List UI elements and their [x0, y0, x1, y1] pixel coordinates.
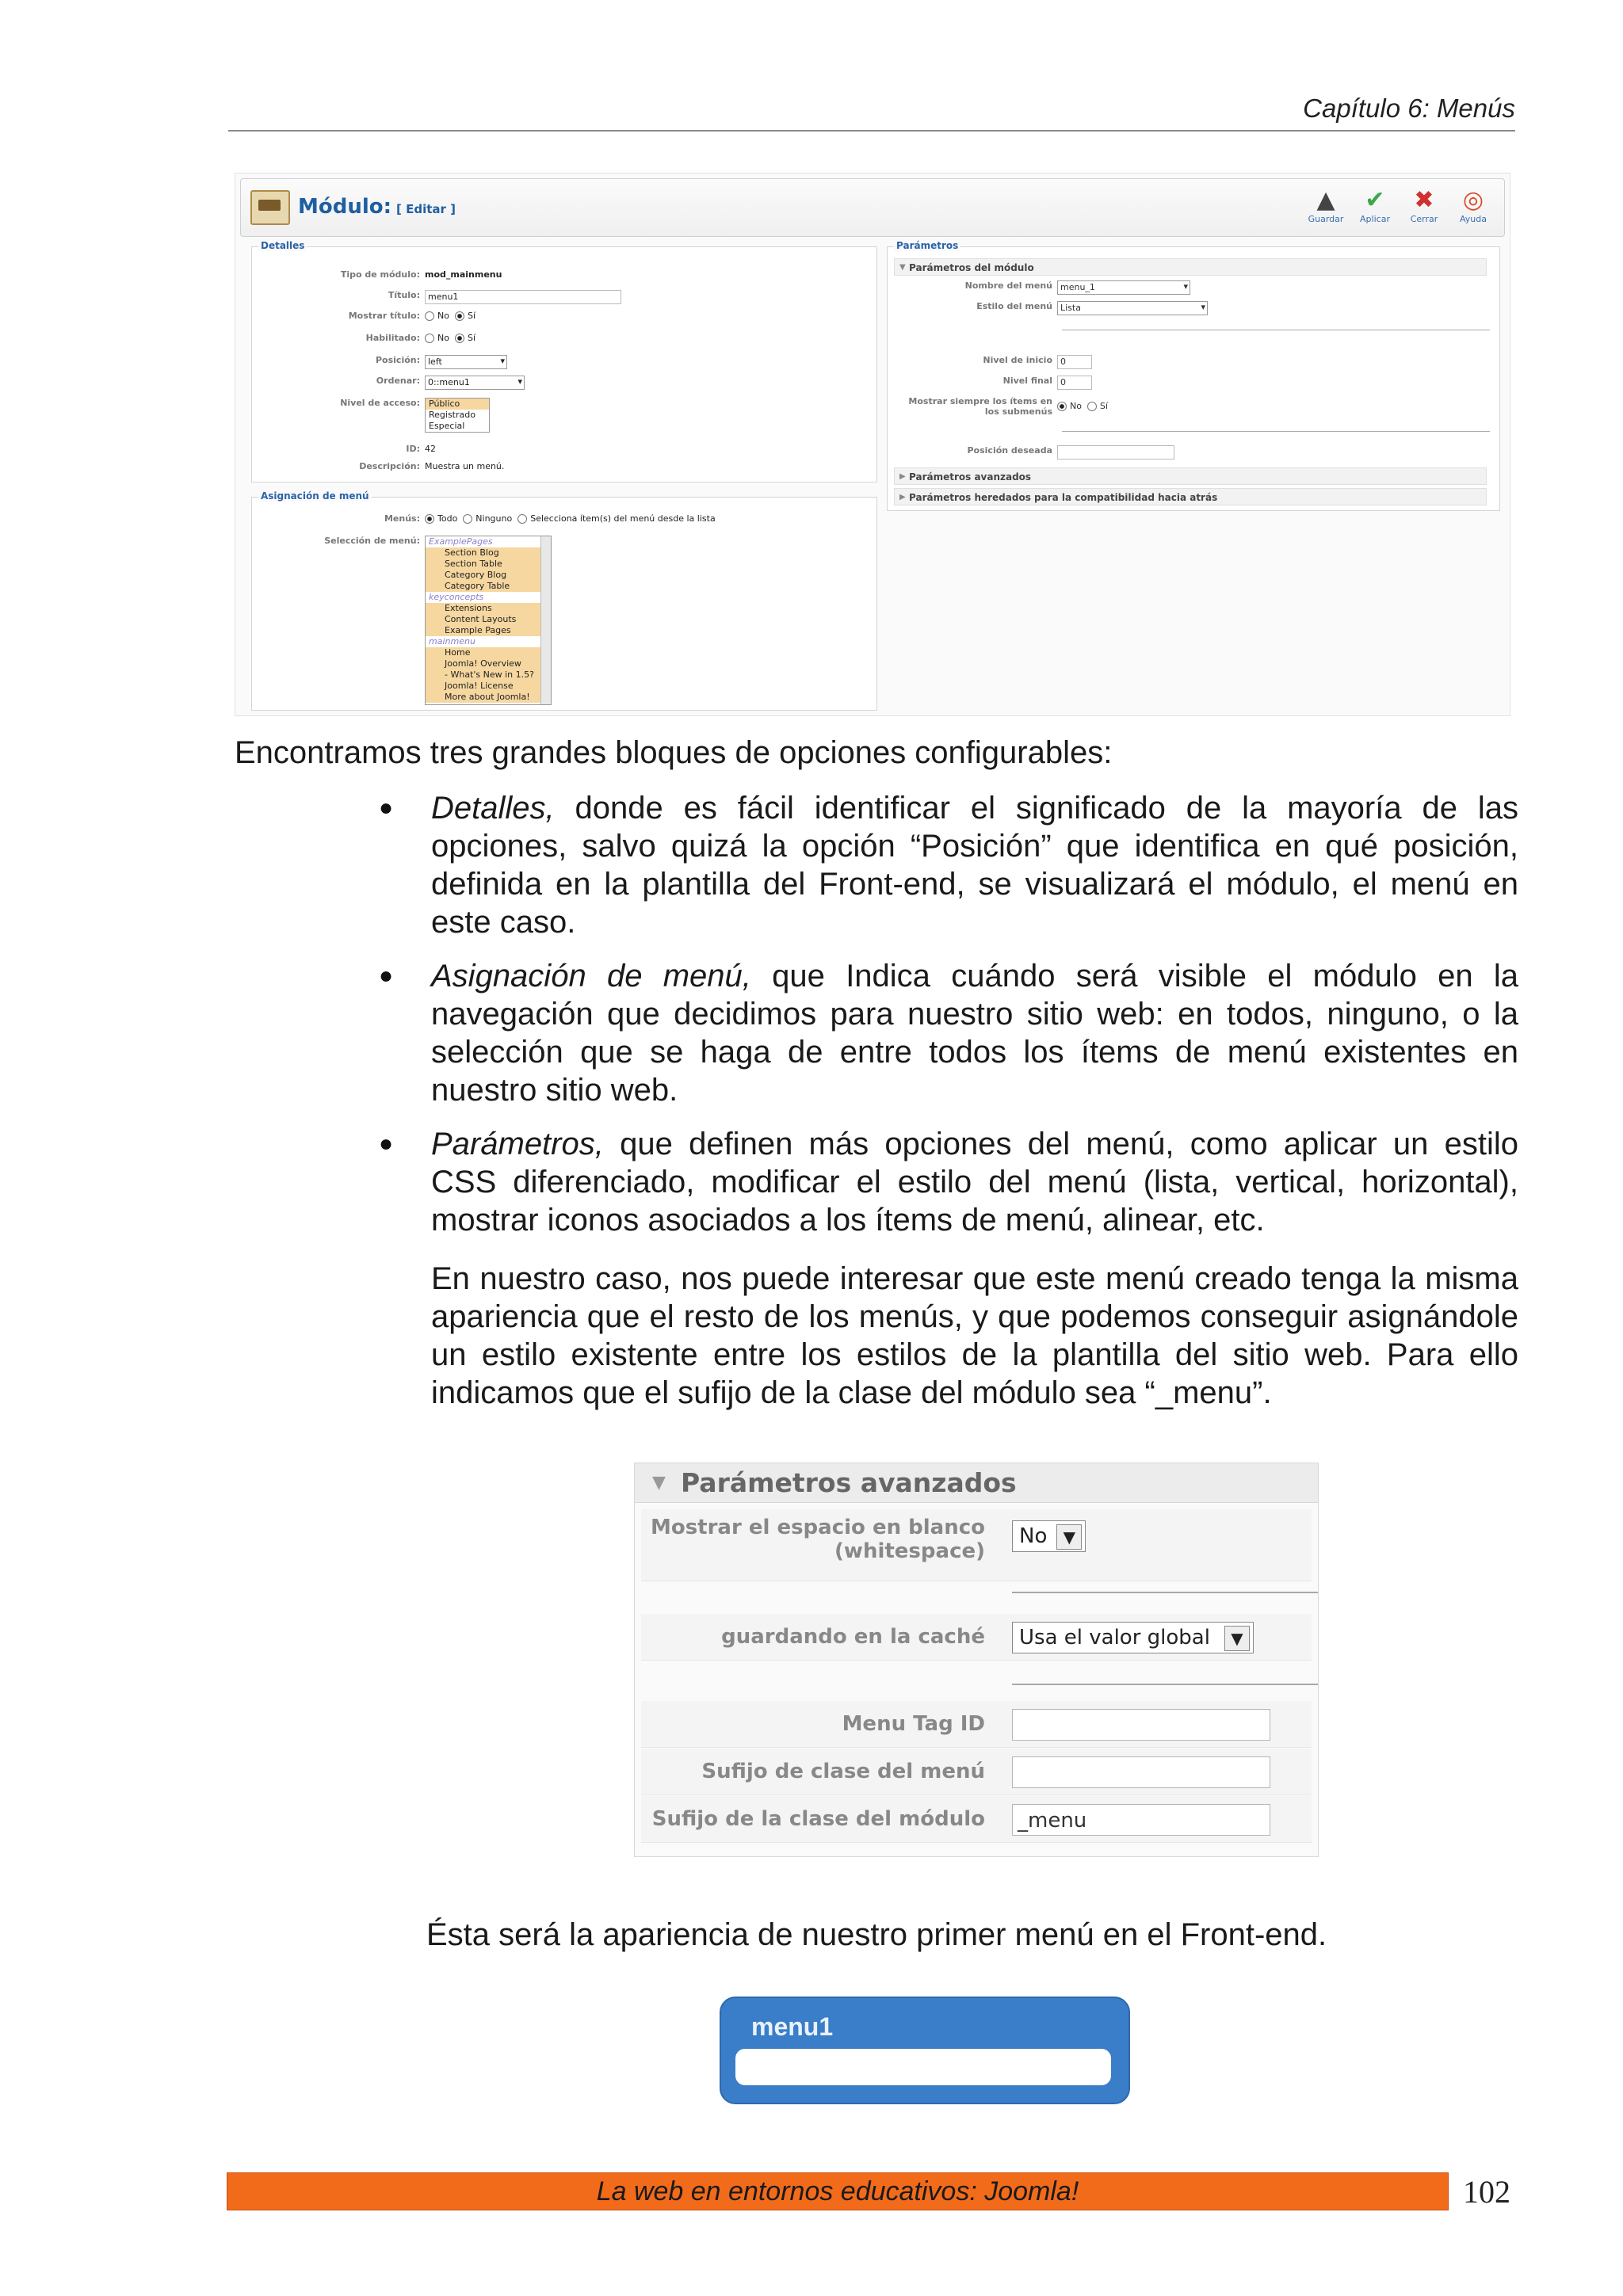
description-value: Muestra un menú.	[425, 461, 505, 471]
menu-item-option[interactable]: Home	[426, 647, 551, 658]
listbox-scrollbar[interactable]	[540, 536, 551, 704]
save-button[interactable]	[1303, 187, 1349, 230]
page-number: 102	[1463, 2174, 1510, 2210]
page-header	[228, 93, 1515, 132]
help-button-label: Ayuda	[1460, 214, 1487, 224]
collapsed-triangle-icon: ▶	[899, 493, 906, 502]
bullet-icon: ●	[379, 1131, 394, 1157]
help-button[interactable]	[1450, 187, 1496, 230]
menu-assignment-legend: Asignación de menú	[258, 490, 372, 502]
menu-preview-body	[735, 2049, 1111, 2085]
bullet-icon: ●	[379, 795, 394, 821]
adv-row-whitespace	[641, 1509, 1312, 1581]
field-id	[252, 444, 876, 463]
menus-label: Menús:	[384, 513, 420, 524]
always-show-label: Mostrar siempre los ítems en los submenús	[908, 396, 1052, 417]
expanded-triangle-icon: ▼	[899, 263, 906, 272]
module-class-suffix-input[interactable]: _menu	[1012, 1804, 1270, 1836]
access-option[interactable]: Público	[426, 399, 489, 410]
title-input[interactable]: menu1	[425, 290, 621, 304]
show-title-no-radio[interactable]	[425, 311, 434, 321]
bullet-details-term: Detalles,	[431, 791, 555, 826]
close-button-label: Cerrar	[1410, 214, 1438, 224]
menu-item-option[interactable]: More about Joomla!	[426, 692, 551, 703]
access-option[interactable]: Registrado	[429, 410, 475, 420]
menus-all-label: Todo	[437, 513, 458, 524]
menus-none-label: Ninguno	[475, 513, 513, 524]
always-show-no-label: No	[1070, 401, 1082, 411]
bullet-parameters-text: que definen más opciones del menú, como aplicar un estilo CSS diferenciado, modificar el estilo del menú (lista, vertical, horizontal), mostrar iconos asociados a los ítems de menú, alinear, etc.	[431, 1127, 1518, 1238]
bullet-parameters	[431, 1125, 1518, 1239]
module-class-suffix-label: Sufijo de la clase del módulo	[651, 1807, 985, 1831]
whitespace-label-line1: Mostrar el espacio en blanco	[650, 1516, 985, 1539]
module-params-header[interactable]	[894, 258, 1487, 276]
start-level-label: Nivel de inicio	[983, 355, 1052, 365]
menu-item-option[interactable]: Example Pages	[426, 625, 551, 636]
menu-item-option[interactable]: Extensions	[426, 603, 551, 614]
details-fieldset	[251, 240, 877, 482]
always-show-yes-radio[interactable]	[1087, 402, 1097, 411]
advanced-params-heading[interactable]	[635, 1463, 1318, 1503]
module-params-title: Parámetros del módulo	[909, 262, 1034, 273]
dropdown-arrow-icon: ▼	[1056, 1524, 1082, 1550]
field-title	[252, 290, 876, 309]
footer-bar	[227, 2172, 1449, 2210]
menu-name-label: Nombre del menú	[964, 280, 1052, 291]
menu-group-label: keyconcepts	[429, 592, 484, 602]
start-level-input[interactable]: 0	[1057, 355, 1092, 369]
advanced-params-screenshot	[634, 1463, 1319, 1857]
position-select[interactable]: left ▾	[425, 355, 507, 369]
adv-row-tag-id	[641, 1701, 1312, 1748]
bullet-parameters-term: Parámetros,	[431, 1127, 604, 1161]
module-edit-screenshot	[235, 173, 1510, 716]
details-legend: Detalles	[258, 240, 307, 251]
field-menus	[252, 513, 876, 532]
param-menu-name	[888, 280, 1499, 299]
menu-group-label: mainmenu	[429, 636, 475, 646]
module-edit-tag: [ Editar ]	[396, 202, 456, 216]
param-start-level	[888, 355, 1499, 374]
field-description	[252, 461, 876, 480]
menu-style-label: Estilo del menú	[976, 301, 1052, 311]
description-label: Descripción:	[359, 461, 420, 471]
menu-selection-label: Selección de menú:	[324, 536, 420, 546]
id-value: 42	[425, 444, 436, 454]
case-paragraph: En nuestro caso, nos puede interesar que este menú creado tenga la misma apariencia que el resto de los menús, y que podemos conseguir asignándole un estilo existente entre los estilos de la plantilla del sitio web. Para ello indicamos que el sufijo de la clase del módulo sea “_menu”.	[431, 1261, 1518, 1410]
field-show-title	[252, 311, 876, 330]
whitespace-select[interactable]	[1012, 1520, 1086, 1552]
enabled-yes-radio[interactable]	[455, 334, 464, 343]
module-type-value: mod_mainmenu	[425, 269, 502, 280]
menus-all-radio[interactable]	[425, 514, 434, 524]
menus-select-radio[interactable]	[517, 514, 527, 524]
param-menu-style	[888, 301, 1499, 320]
param-divider	[1062, 431, 1490, 432]
menu-item-option[interactable]: Category Blog	[426, 570, 551, 581]
module-type-label: Tipo de módulo:	[340, 269, 420, 280]
access-option[interactable]: Especial	[429, 421, 465, 431]
intro-paragraph: Encontramos tres grandes bloques de opciones configurables:	[235, 735, 1113, 770]
field-order	[252, 376, 876, 395]
whitespace-select-value: No	[1019, 1524, 1048, 1548]
parameters-fieldset	[887, 240, 1500, 511]
whitespace-label-line2: (whitespace)	[834, 1539, 985, 1563]
access-label: Nivel de acceso:	[340, 398, 420, 408]
legacy-params-header[interactable]	[894, 488, 1487, 505]
apply-button-label: Aplicar	[1360, 214, 1390, 224]
desired-position-label: Posición deseada	[967, 445, 1052, 456]
param-always-show	[888, 396, 1499, 423]
enabled-no-radio[interactable]	[425, 334, 434, 343]
menu-class-suffix-input[interactable]	[1012, 1756, 1270, 1788]
access-listbox[interactable]	[425, 398, 490, 433]
field-module-type	[252, 269, 876, 288]
menu-item-option[interactable]: Joomla! License	[426, 681, 551, 692]
bullet-assignment-text: que Indica cuándo será visible el módulo en la navegación que decidimos para nuestro sitio web: en todos, ninguno, o la selección que se haga de entre todos los ítems de menú existentes en nuestro sitio web.	[431, 959, 1519, 1108]
title-label: Título:	[388, 290, 420, 300]
expanded-triangle-icon: ▼	[652, 1473, 666, 1493]
always-show-no-radio[interactable]	[1057, 402, 1067, 411]
close-button[interactable]	[1401, 187, 1447, 230]
menu-tag-id-input[interactable]	[1012, 1709, 1270, 1741]
show-title-no-label: No	[437, 311, 449, 321]
apply-button[interactable]	[1352, 187, 1398, 230]
cache-select-value: Usa el valor global	[1019, 1626, 1210, 1650]
field-enabled	[252, 333, 876, 352]
close-icon: ✖	[1414, 186, 1434, 214]
advanced-params-title: Parámetros avanzados	[909, 471, 1032, 482]
cache-label: guardando en la caché	[721, 1625, 985, 1649]
menu-item-option[interactable]: Category Table	[426, 581, 551, 592]
adv-row-menu-suffix	[641, 1749, 1312, 1795]
enabled-no-label: No	[437, 333, 449, 343]
desired-position-input[interactable]	[1057, 445, 1174, 460]
menu-preview-title: menu1	[751, 2012, 834, 2041]
help-icon: ◎	[1462, 186, 1484, 214]
bullet-details	[431, 789, 1518, 941]
parameters-legend: Parámetros	[894, 240, 960, 251]
bullet-icon: ●	[379, 963, 394, 989]
end-level-label: Nivel final	[1002, 376, 1052, 386]
param-end-level	[888, 376, 1499, 395]
position-label: Posición:	[375, 355, 420, 365]
module-title-text: Módulo:	[298, 195, 392, 219]
order-select[interactable]: 0::menu1 ▾	[425, 376, 525, 390]
menu-item-option[interactable]: Joomla! Overview	[426, 658, 551, 669]
menus-select-label: Selecciona ítem(s) del menú desde la lista	[530, 513, 716, 524]
module-toolbar	[240, 178, 1505, 237]
order-label: Ordenar:	[376, 376, 420, 386]
menu-selection-listbox[interactable]	[425, 536, 552, 705]
menus-none-radio[interactable]	[463, 514, 472, 524]
legacy-params-title: Parámetros heredados para la compatibilidad hacia atrás	[909, 492, 1218, 503]
menu-item-option[interactable]: Content Layouts	[426, 614, 551, 625]
advanced-params-header[interactable]	[894, 467, 1487, 485]
adv-row-cache	[641, 1614, 1312, 1661]
cache-select[interactable]	[1012, 1622, 1254, 1653]
show-title-yes-radio[interactable]	[455, 311, 464, 321]
module-title	[298, 195, 456, 219]
param-position	[888, 445, 1499, 464]
field-menu-selection	[252, 536, 876, 702]
menu-style-select[interactable]: Lista ▾	[1057, 301, 1208, 315]
end-level-input[interactable]: 0	[1057, 376, 1092, 390]
enabled-label: Habilitado:	[365, 333, 420, 343]
menu-item-option[interactable]: Section Table	[426, 559, 551, 570]
always-show-yes-label: Sí	[1099, 401, 1109, 411]
bullet-assignment	[431, 957, 1518, 1109]
dropdown-arrow-icon: ▼	[1224, 1626, 1250, 1651]
menu-item-option[interactable]: Section Blog	[426, 547, 551, 559]
adv-divider	[1012, 1684, 1318, 1685]
collapsed-triangle-icon: ▶	[899, 472, 906, 481]
save-icon: ▲	[1316, 186, 1335, 214]
show-title-yes-label: Sí	[467, 311, 476, 321]
chapter-title: Capítulo 6: Menús	[1303, 93, 1515, 123]
adv-row-module-suffix	[641, 1796, 1312, 1843]
menu-name-select[interactable]: menu_1 ▾	[1057, 280, 1190, 295]
menu-group-label: ExamplePages	[429, 536, 493, 547]
module-icon	[250, 190, 290, 225]
apply-icon: ✔	[1365, 186, 1385, 214]
menu-assignment-fieldset	[251, 490, 877, 711]
bullet-details-text: donde es fácil identificar el significado de la mayoría de las opciones, salvo quizá la opción “Posición” que identifica en qué posición, definida en la plantilla del Front-end, se visualizará el módulo, el menú en este caso.	[431, 791, 1518, 940]
frontend-paragraph: Ésta será la apariencia de nuestro primer menú en el Front-end.	[426, 1917, 1327, 1952]
field-access	[252, 398, 876, 431]
id-label: ID:	[406, 444, 420, 454]
menu-tag-id-label: Menu Tag ID	[842, 1712, 985, 1736]
field-position	[252, 355, 876, 374]
menu-item-option[interactable]: - What's New in 1.5?	[426, 669, 551, 681]
menu-preview	[720, 1997, 1130, 2104]
whitespace-label	[651, 1516, 985, 1563]
adv-divider	[1012, 1592, 1318, 1593]
menu-selection-items	[426, 536, 551, 703]
footer-text: La web en entornos educativos: Joomla!	[596, 2176, 1079, 2206]
show-title-label: Mostrar título:	[348, 311, 420, 321]
advanced-params-heading-text: Parámetros avanzados	[681, 1467, 1017, 1498]
bullet-assignment-term: Asignación de menú,	[431, 959, 751, 994]
enabled-yes-label: Sí	[467, 333, 476, 343]
save-button-label: Guardar	[1308, 214, 1344, 224]
menu-class-suffix-label: Sufijo de clase del menú	[701, 1760, 985, 1783]
